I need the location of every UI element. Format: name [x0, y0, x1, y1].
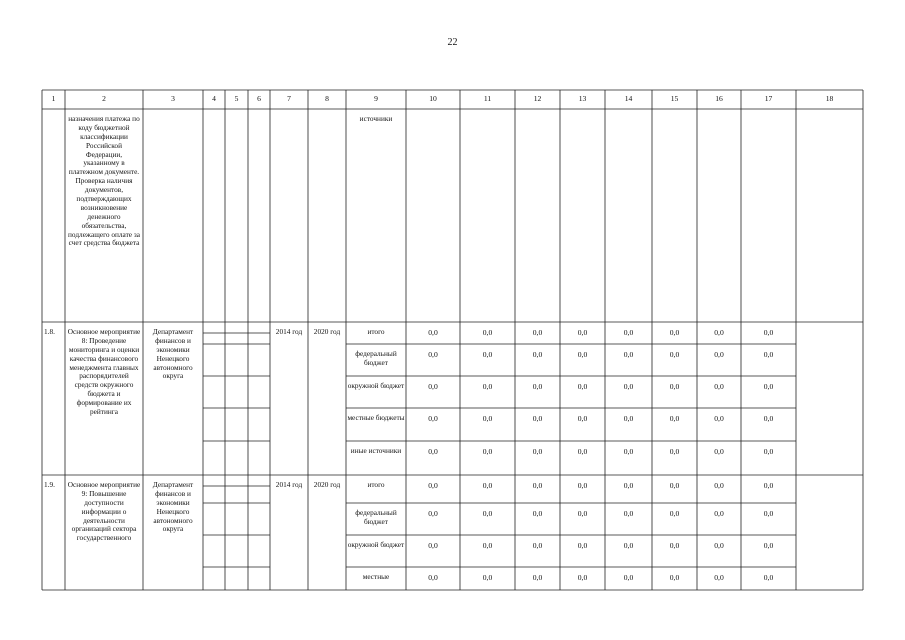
header-cell-8: 8 [325, 94, 329, 103]
header-cell-11: 11 [483, 94, 492, 103]
header-cell-2: 2 [102, 94, 106, 103]
funding-source: федеральный бюджет [355, 509, 397, 526]
funding-value: 0,0 [577, 414, 588, 423]
header-cell-13: 13 [578, 94, 587, 103]
funding-value: 0,0 [532, 447, 543, 456]
funding-value: 0,0 [428, 541, 438, 550]
funding-value: 0,0 [763, 382, 774, 391]
header-cell-12: 12 [533, 94, 542, 103]
funding-value: 0,0 [428, 447, 438, 456]
measure-id: 1.8. [44, 328, 55, 336]
measure-start-year: 2014 год [275, 328, 303, 336]
funding-value: 0,0 [714, 541, 724, 550]
header-cell-18: 18 [825, 94, 834, 103]
funding-value: 0,0 [482, 573, 493, 582]
funding-value: 0,0 [577, 541, 588, 550]
funding-source: иные источники [350, 447, 402, 455]
funding-value: 0,0 [623, 541, 634, 550]
funding-source: местные [362, 573, 390, 581]
funding-value: 0,0 [532, 382, 543, 391]
header-cell-14: 14 [624, 94, 633, 103]
funding-value: 0,0 [532, 481, 543, 490]
funding-value: 0,0 [669, 414, 680, 423]
continuation-description: назначения платежа по коду бюджетной классификации Российской Федерации, указанному в платежном документе. Проверка наличия документов, подтверждающих возникновение денежного обязательства, подлежащего оплате за счет средства бюджета [68, 115, 140, 248]
funding-value: 0,0 [669, 481, 680, 490]
funding-value: 0,0 [763, 328, 774, 337]
funding-value: 0,0 [714, 328, 724, 337]
funding-value: 0,0 [623, 414, 634, 423]
funding-value: 0,0 [623, 350, 634, 359]
header-cell-6: 6 [257, 94, 261, 103]
funding-value: 0,0 [577, 509, 588, 518]
header-cell-1: 1 [51, 94, 56, 103]
measure-title: Основное мероприятие 8: Проведение мониторинга и оценки качества финансового менеджмента главных распорядителей средств окружного бюджета и формирование их рейтинга [67, 328, 141, 417]
measure-start-year: 2014 год [275, 481, 303, 489]
measure-title: Основное мероприятие 9: Повышение доступности информации о деятельности организаций сектора государственного [67, 481, 141, 543]
funding-value: 0,0 [482, 509, 493, 518]
funding-value: 0,0 [577, 447, 588, 456]
funding-value: 0,0 [428, 350, 438, 359]
funding-value: 0,0 [623, 447, 634, 456]
funding-value: 0,0 [428, 509, 438, 518]
funding-source: итого [367, 328, 385, 336]
funding-value: 0,0 [623, 573, 634, 582]
funding-value: 0,0 [532, 541, 543, 550]
funding-source: окружной бюджет [347, 382, 405, 390]
funding-value: 0,0 [714, 350, 724, 359]
header-cell-15: 15 [670, 94, 679, 103]
funding-value: 0,0 [669, 541, 680, 550]
funding-value: 0,0 [763, 509, 774, 518]
funding-value: 0,0 [482, 447, 493, 456]
funding-value: 0,0 [532, 414, 543, 423]
funding-value: 0,0 [428, 382, 438, 391]
funding-value: 0,0 [714, 447, 724, 456]
funding-value: 0,0 [669, 350, 680, 359]
header-cell-5: 5 [234, 94, 239, 103]
header-cell-4: 4 [212, 94, 216, 103]
funding-source: федеральный бюджет [355, 350, 397, 367]
funding-value: 0,0 [763, 573, 774, 582]
funding-value: 0,0 [623, 509, 634, 518]
measure-executor: Департамент финансов и экономики Ненецкого автономного округа [152, 328, 194, 381]
funding-value: 0,0 [532, 509, 543, 518]
funding-value: 0,0 [482, 328, 493, 337]
funding-source: окружной бюджет [347, 541, 405, 549]
funding-value: 0,0 [714, 481, 724, 490]
funding-source: итого [367, 481, 385, 489]
funding-value: 0,0 [763, 481, 774, 490]
funding-value: 0,0 [669, 573, 680, 582]
funding-value: 0,0 [428, 481, 438, 490]
funding-value: 0,0 [532, 328, 543, 337]
header-cell-9: 9 [374, 94, 378, 103]
funding-value: 0,0 [577, 350, 588, 359]
funding-value: 0,0 [577, 382, 588, 391]
funding-value: 0,0 [669, 328, 680, 337]
funding-value: 0,0 [482, 382, 493, 391]
funding-value: 0,0 [623, 481, 634, 490]
funding-value: 0,0 [577, 573, 588, 582]
header-cell-7: 7 [287, 94, 291, 103]
funding-value: 0,0 [763, 541, 774, 550]
funding-value: 0,0 [428, 328, 438, 337]
funding-value: 0,0 [669, 382, 680, 391]
funding-value: 0,0 [532, 350, 543, 359]
funding-value: 0,0 [763, 414, 774, 423]
funding-value: 0,0 [482, 541, 493, 550]
funding-value: 0,0 [482, 414, 493, 423]
funding-value: 0,0 [428, 414, 438, 423]
funding-value: 0,0 [714, 573, 724, 582]
continuation-source: источники [359, 115, 393, 123]
funding-value: 0,0 [714, 414, 724, 423]
measure-executor: Департамент финансов и экономики Ненецкого автономного округа [152, 481, 194, 534]
funding-value: 0,0 [623, 382, 634, 391]
measure-end-year: 2020 год [313, 328, 341, 336]
measure-id: 1.9. [44, 481, 55, 489]
funding-value: 0,0 [763, 447, 774, 456]
funding-value: 0,0 [577, 328, 588, 337]
header-cell-17: 17 [764, 94, 773, 103]
funding-value: 0,0 [482, 350, 493, 359]
funding-value: 0,0 [623, 328, 634, 337]
funding-value: 0,0 [714, 382, 724, 391]
funding-value: 0,0 [714, 509, 724, 518]
funding-value: 0,0 [669, 447, 680, 456]
header-cell-16: 16 [715, 94, 723, 103]
funding-value: 0,0 [763, 350, 774, 359]
page-number: 22 [447, 37, 458, 48]
funding-value: 0,0 [532, 573, 543, 582]
funding-value: 0,0 [577, 481, 588, 490]
measure-end-year: 2020 год [313, 481, 341, 489]
funding-value: 0,0 [428, 573, 438, 582]
header-cell-10: 10 [429, 94, 437, 103]
funding-value: 0,0 [669, 509, 680, 518]
funding-value: 0,0 [482, 481, 493, 490]
funding-source: местные бюджеты [347, 414, 405, 422]
header-cell-3: 3 [171, 94, 175, 103]
